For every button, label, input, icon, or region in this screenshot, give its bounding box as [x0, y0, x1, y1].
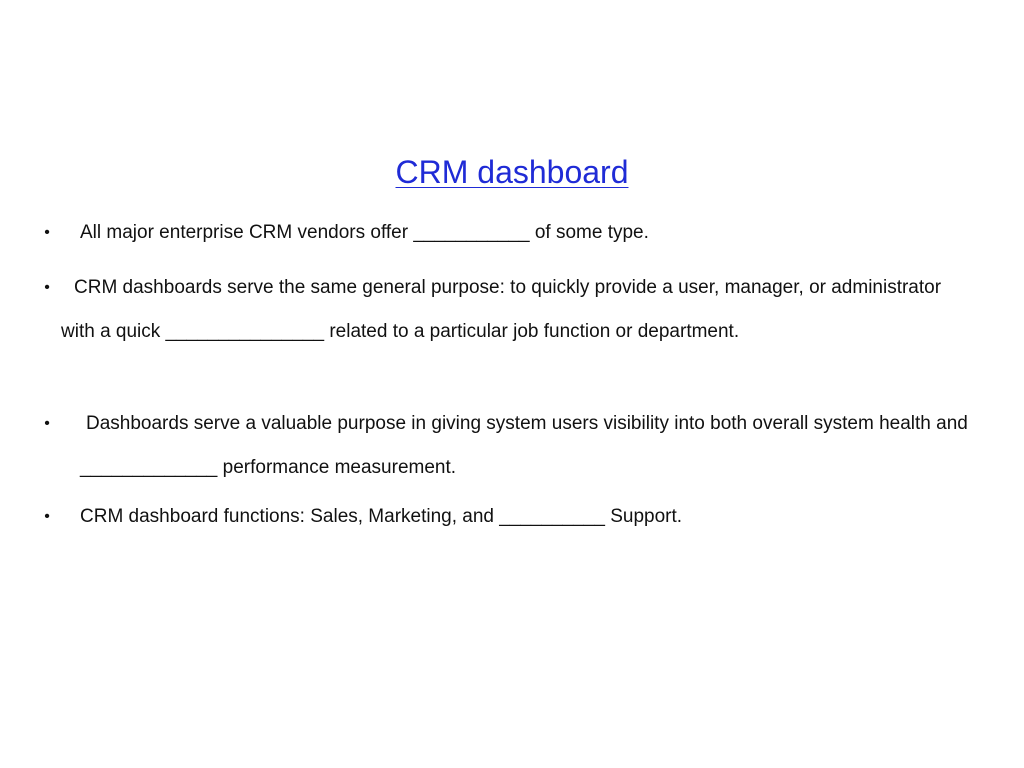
bullet-text: CRM dashboards serve the same general purpose: to quickly provide a user, manager, or administrator with a quick _______________ related to a particular job function or department. — [61, 277, 942, 342]
bullet-item — [40, 211, 980, 255]
bullet-icon: • — [44, 224, 50, 241]
bullet-item — [40, 402, 980, 490]
slide-title[interactable]: CRM dashboard — [395, 154, 629, 190]
bullet-text: Dashboards serve a valuable purpose in giving system users visibility into both overall system health and _____________ performance measurement. — [80, 413, 968, 478]
bullet-item — [40, 266, 980, 354]
bullet-text: CRM dashboard functions: Sales, Marketing, and __________ Support. — [80, 506, 683, 527]
bullet-icon: • — [44, 279, 50, 296]
bullet-item — [40, 495, 980, 539]
bullet-icon: • — [44, 508, 50, 525]
bullet-text: All major enterprise CRM vendors offer ___________ of some type. — [80, 222, 649, 243]
bullet-icon: • — [44, 415, 50, 432]
